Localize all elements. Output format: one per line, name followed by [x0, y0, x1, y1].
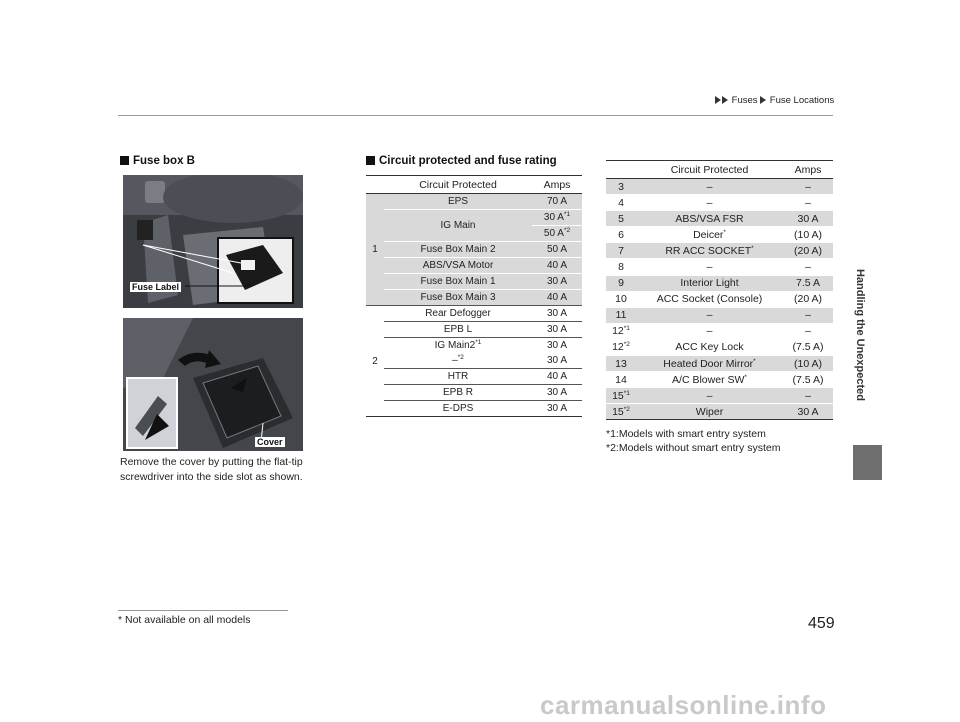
circuit-cell: Fuse Box Main 3 — [384, 290, 532, 306]
breadcrumb — [715, 95, 834, 106]
watermark: carmanualsonline.info — [540, 690, 827, 720]
breadcrumb-arrow-icon — [760, 96, 766, 104]
table-row — [606, 372, 833, 388]
circuit-cell: – — [636, 179, 783, 195]
fuse-number: 13 — [606, 356, 636, 372]
fuse-rating-table-1 — [366, 175, 582, 417]
amps-cell: (20 A) — [783, 243, 833, 259]
amps-cell: 30 A — [532, 401, 582, 417]
table-row — [606, 179, 833, 195]
circuit-cell: Deicer* — [636, 227, 783, 243]
fuse-number: 2 — [366, 306, 384, 417]
table-row — [366, 401, 582, 417]
table-row — [606, 339, 833, 355]
table-header-row — [606, 161, 833, 179]
column-header: Circuit Protected — [384, 176, 532, 194]
circuit-cell: – — [636, 323, 783, 339]
table-row — [366, 210, 582, 226]
circuit-cell: ACC Socket (Console) — [636, 291, 783, 307]
circuit-cell: Fuse Box Main 2 — [384, 242, 532, 258]
table-row — [366, 194, 582, 210]
circuit-cell: ABS/VSA Motor — [384, 258, 532, 274]
breadcrumb-arrow-icon — [715, 96, 721, 104]
fuse-number: 8 — [606, 259, 636, 275]
circuit-cell: EPB L — [384, 322, 532, 338]
fuse-number: 4 — [606, 195, 636, 211]
chapter-side-tab — [843, 205, 877, 465]
square-bullet-icon — [366, 156, 375, 165]
table-row — [606, 227, 833, 243]
amps-cell: (10 A) — [783, 356, 833, 372]
table-row — [366, 258, 582, 274]
table-row — [366, 353, 582, 369]
amps-cell: – — [783, 179, 833, 195]
fuse-number: 14 — [606, 372, 636, 388]
table-notes — [606, 427, 780, 455]
table-row — [606, 211, 833, 227]
chapter-marker-block — [853, 445, 882, 480]
table-row — [606, 291, 833, 307]
page-number: 459 — [808, 615, 835, 632]
table-row — [606, 356, 833, 372]
fuse-rating-table-2 — [606, 160, 833, 420]
breadcrumb-item[interactable]: Fuses — [731, 95, 758, 106]
fuse-number: 9 — [606, 275, 636, 291]
circuit-cell: Fuse Box Main 1 — [384, 274, 532, 290]
table-row — [606, 388, 833, 404]
amps-cell: 70 A — [532, 194, 582, 210]
table-row — [366, 369, 582, 385]
section-title-fuse-box-b: Fuse box B — [120, 155, 195, 167]
amps-cell: (10 A) — [783, 227, 833, 243]
amps-cell: 40 A — [532, 369, 582, 385]
table-row — [366, 306, 582, 322]
fuse-number: 6 — [606, 227, 636, 243]
fuse-number: 5 — [606, 211, 636, 227]
amps-cell: 30 A — [783, 211, 833, 227]
fuse-number: 7 — [606, 243, 636, 259]
cover-callout: Cover — [257, 437, 283, 447]
circuit-cell: ABS/VSA FSR — [636, 211, 783, 227]
breadcrumb-item[interactable]: Fuse Locations — [769, 95, 835, 106]
table-row — [366, 290, 582, 306]
table-row — [606, 323, 833, 339]
amps-cell: 7.5 A — [783, 275, 833, 291]
circuit-cell: Interior Light — [636, 275, 783, 291]
circuit-cell: EPB R — [384, 385, 532, 401]
fuse-number: 10 — [606, 291, 636, 307]
square-bullet-icon — [120, 156, 129, 165]
circuit-cell: Heated Door Mirror* — [636, 356, 783, 372]
section-title-circuit-protected: Circuit protected and fuse rating — [366, 155, 557, 167]
fuse-label-callout: Fuse Label — [132, 282, 180, 292]
circuit-cell: IG Main2$^{*1}$ — [434, 339, 482, 351]
table-row — [606, 307, 833, 323]
circuit-cell: E-DPS — [384, 401, 532, 417]
column-header: Amps — [783, 161, 833, 179]
fuse-number: 1 — [366, 194, 384, 306]
amps-cell: 30 A — [532, 385, 582, 401]
footnote-divider — [118, 610, 288, 611]
table-row — [366, 274, 582, 290]
fuse-number: 15$^{*2}$ — [606, 404, 636, 420]
table-row — [366, 385, 582, 401]
amps-cell: (7.5 A) — [783, 339, 833, 355]
fuse-number: 11 — [606, 307, 636, 323]
amps-cell: – — [783, 323, 833, 339]
amps-cell: 30 A — [532, 353, 582, 369]
amps-cell: 30 A — [532, 306, 582, 322]
amps-cell: 30 $A^{*1}$ — [532, 210, 582, 226]
note-line: *2:Models without smart entry system — [606, 442, 781, 454]
circuit-cell: RR ACC SOCKET* — [636, 243, 783, 259]
amps-cell: 40 A — [532, 258, 582, 274]
circuit-cell: – — [636, 388, 783, 404]
amps-cell: 50 A — [532, 242, 582, 258]
circuit-cell: A/C Blower SW* — [636, 372, 783, 388]
amps-cell: 50 $A^{*2}$ — [532, 226, 582, 242]
header-divider — [118, 115, 833, 116]
amps-cell: – — [783, 307, 833, 323]
amps-cell: 30 A — [532, 274, 582, 290]
circuit-cell: ACC Key Lock — [636, 339, 783, 355]
table-row — [606, 259, 833, 275]
amps-cell: 30 A — [783, 404, 833, 420]
amps-cell: (7.5 A) — [783, 372, 833, 388]
circuit-cell: – — [636, 259, 783, 275]
table-row — [366, 242, 582, 258]
table-row — [606, 243, 833, 259]
chapter-side-label: Handling the Unexpected — [854, 268, 866, 402]
table-row — [606, 195, 833, 211]
circuit-cell: IG Main — [384, 210, 532, 242]
amps-cell: – — [783, 388, 833, 404]
table-row — [366, 338, 582, 354]
amps-cell: (20 A) — [783, 291, 833, 307]
fuse-number: 3 — [606, 179, 636, 195]
circuit-cell: Wiper — [636, 404, 783, 420]
circuit-cell: Rear Defogger — [384, 306, 532, 322]
amps-cell: – — [783, 195, 833, 211]
fuse-number: 12$^{*2}$ — [606, 339, 636, 355]
table-header-row — [366, 176, 582, 194]
cover-removal-photo — [123, 318, 303, 451]
amps-cell: 30 A — [546, 340, 568, 351]
circuit-cell: –$^{*2}$ — [384, 353, 532, 369]
fuse-number: 15$^{*1}$ — [606, 388, 636, 404]
circuit-cell: – — [636, 307, 783, 323]
table-row — [606, 404, 833, 420]
instruction-caption: Remove the cover by putting the flat-tip screwdriver into the side slot as shown. — [120, 456, 303, 483]
circuit-cell: – — [636, 195, 783, 211]
footnote: * Not available on all models — [118, 614, 251, 626]
amps-cell: – — [783, 259, 833, 275]
circuit-cell: EPS — [384, 194, 532, 210]
circuit-cell: HTR — [384, 369, 532, 385]
amps-cell: 40 A — [532, 290, 582, 306]
fuse-number: 12$^{*1}$ — [606, 323, 636, 339]
table-row — [366, 322, 582, 338]
table-row — [606, 275, 833, 291]
breadcrumb-arrow-icon — [722, 96, 728, 104]
column-header: Circuit Protected — [636, 161, 783, 179]
amps-cell: 30 A — [532, 322, 582, 338]
column-header: Amps — [532, 176, 582, 194]
note-line: *1:Models with smart entry system — [606, 428, 766, 440]
